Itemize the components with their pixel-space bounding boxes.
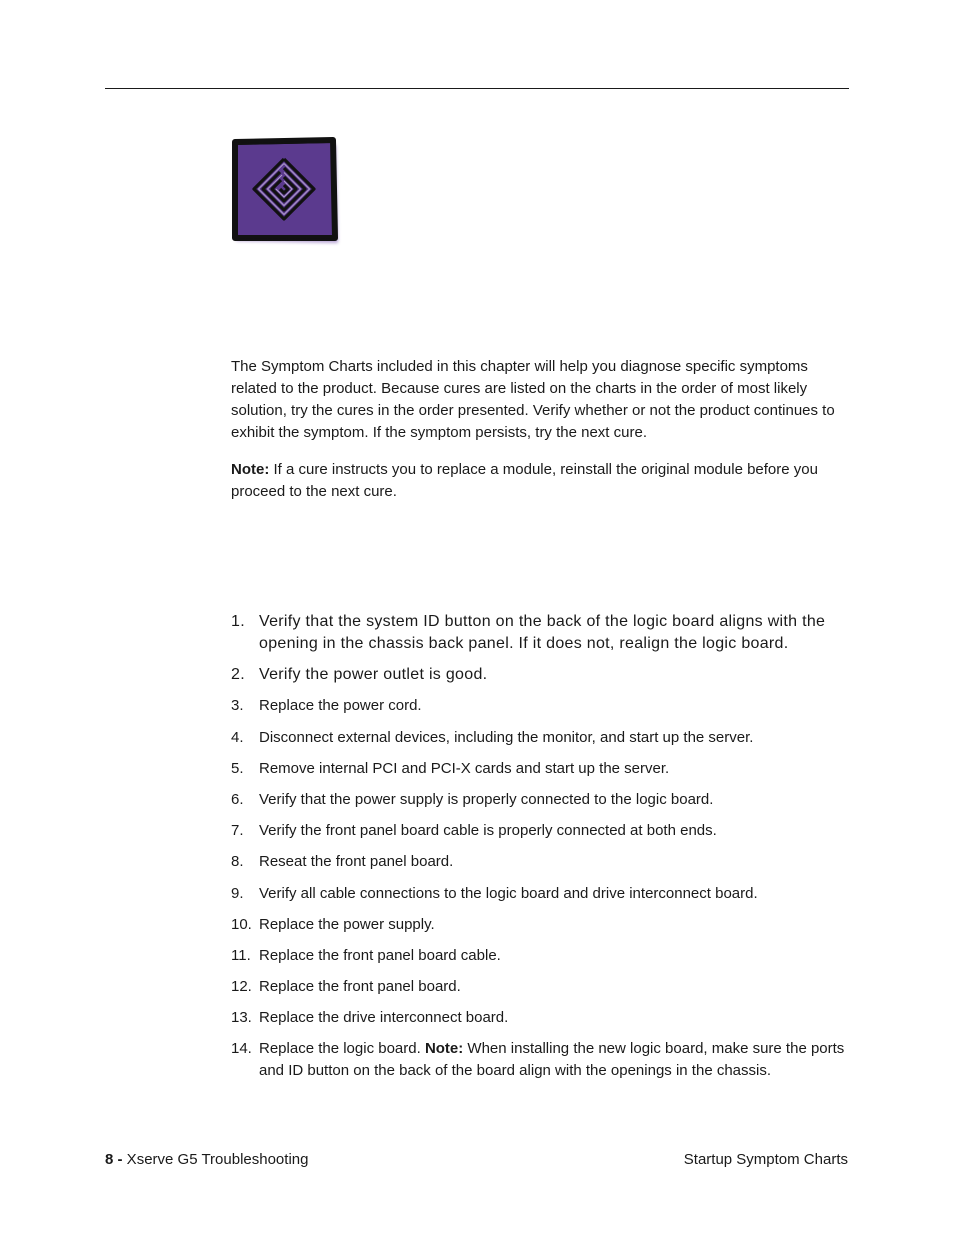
step-text: Verify that the power supply is properly connected to the logic board. xyxy=(259,790,714,808)
footer-doc-title xyxy=(105,1150,308,1170)
step-text: Verify the front panel board cable is properly connected at both ends. xyxy=(259,822,717,840)
footer-page-number: 8 - xyxy=(105,1151,123,1168)
step-number: 6. xyxy=(231,790,244,808)
step-5 xyxy=(231,758,856,780)
step-number: 4. xyxy=(231,728,244,746)
step-text: Reseat the front panel board. xyxy=(259,853,454,871)
step-3 xyxy=(231,695,856,717)
step-text: Replace the drive interconnect board. xyxy=(259,1009,509,1027)
step-text: Disconnect external devices, including the monitor, and start up the server. xyxy=(259,728,754,746)
step-text: Replace the front panel board cable. xyxy=(259,946,501,964)
step-text: Replace the power cord. xyxy=(259,697,422,715)
step-number: 8. xyxy=(231,853,244,871)
step-9 xyxy=(231,883,856,905)
step-number: 2. xyxy=(231,666,245,684)
step-number: 7. xyxy=(231,822,244,840)
note-paragraph xyxy=(231,459,856,503)
step-number: 3. xyxy=(231,697,244,715)
step-7 xyxy=(231,820,856,842)
step-text: Replace the power supply. xyxy=(259,915,435,933)
footer-section-title: Startup Symptom Charts xyxy=(683,1151,848,1168)
step-number: 13. xyxy=(231,1009,252,1027)
step-2 xyxy=(231,664,856,686)
note-text: If a cure instructs you to replace a module, reinstall the original module before you proceed to the next cure. xyxy=(231,461,818,500)
step-text: Verify all cable connections to the logic board and drive interconnect board. xyxy=(259,884,758,902)
step-4 xyxy=(231,727,856,749)
step-6 xyxy=(231,789,856,811)
step-text: Remove internal PCI and PCI-X cards and start up the server. xyxy=(259,759,670,777)
step-number: 14. xyxy=(231,1040,252,1058)
step-number: 10. xyxy=(231,915,252,933)
troubleshooting-logo-icon xyxy=(228,135,342,247)
step-8 xyxy=(231,851,856,873)
step-11 xyxy=(231,945,856,967)
step-text: Verify that the system ID button on the back of the logic board aligns with the opening in the chassis back panel. If it does not, realign the logic board. xyxy=(259,613,826,652)
step-12 xyxy=(231,976,856,998)
step-text: Replace the front panel board. xyxy=(259,978,461,996)
step-number: 5. xyxy=(231,759,244,777)
step-10 xyxy=(231,914,856,936)
step-note-label: Note: xyxy=(424,1040,464,1058)
step-14 xyxy=(231,1038,856,1082)
step-number: 11. xyxy=(231,946,251,964)
header-rule xyxy=(105,88,849,89)
step-note-text: When installing the new logic board, make sure the ports and ID button on the back of the board align with the openings in the chassis. xyxy=(259,1040,845,1080)
intro-paragraph: The Symptom Charts included in this chapter will help you diagnose specific symptoms related to the product. Because cures are listed on the charts in the order of most likely solution, try the cures in the order presented. Verify whether or not the product continues to exhibit the symptom. If the symptom persists, try the next cure. xyxy=(231,358,835,441)
footer-title-text: Xserve G5 Troubleshooting xyxy=(122,1151,309,1168)
step-1 xyxy=(231,611,856,655)
step-text: Replace the logic board. xyxy=(259,1040,425,1058)
step-13 xyxy=(231,1007,856,1029)
step-number: 1. xyxy=(231,613,245,630)
note-label: Note: xyxy=(231,461,270,478)
startup-steps-list xyxy=(231,611,856,1092)
step-number: 12. xyxy=(231,978,252,996)
step-text: Verify the power outlet is good. xyxy=(259,666,488,684)
step-number: 9. xyxy=(231,884,244,902)
